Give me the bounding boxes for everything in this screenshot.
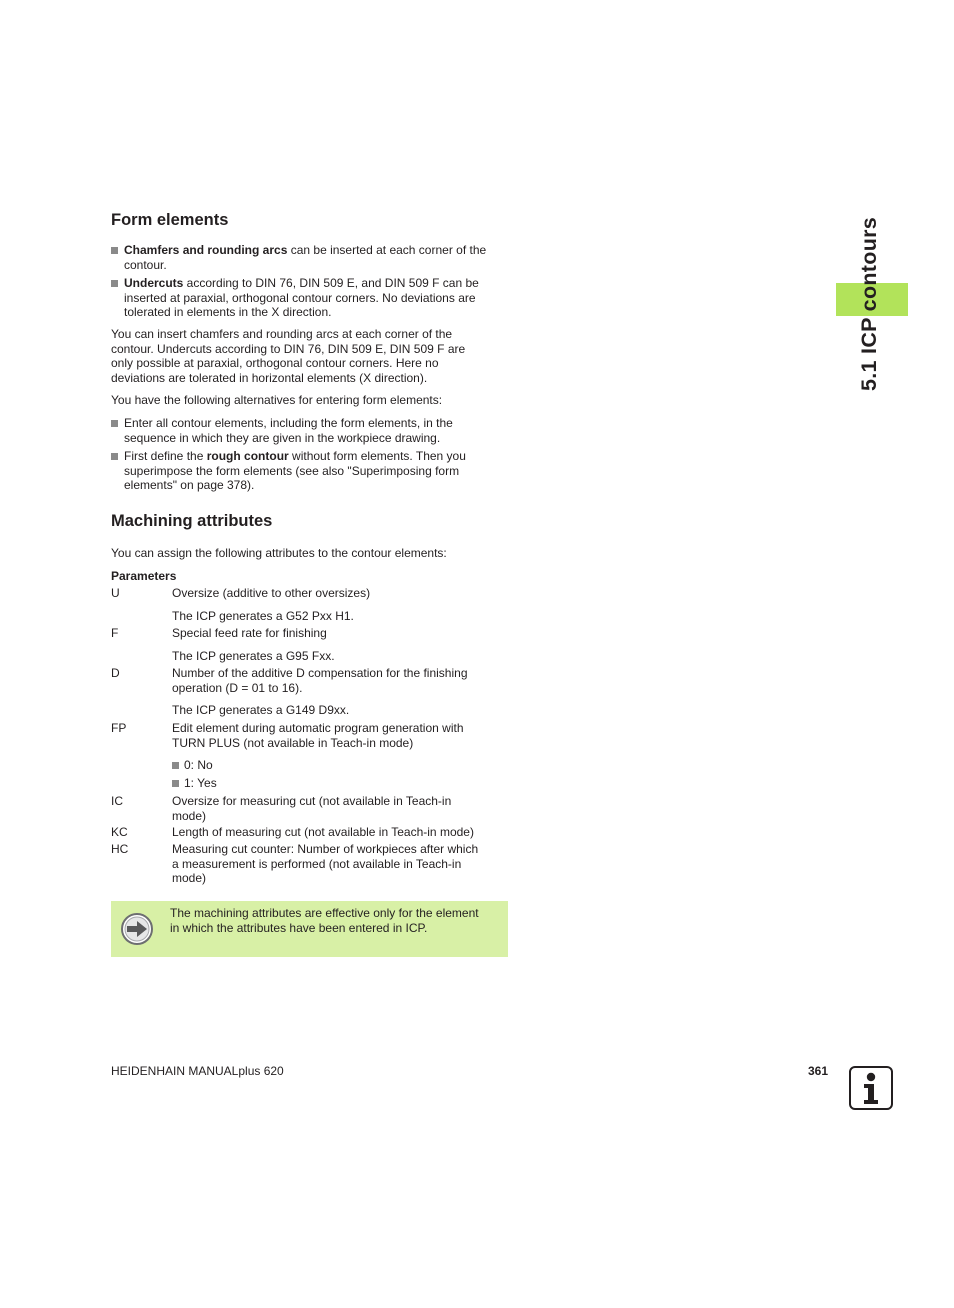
bullet-square-icon (172, 762, 179, 769)
bullet-square-icon (172, 780, 179, 787)
list-item: First define the rough contour without form elements. Then you superimpose the form elements (see also "Superimposing form elements" on page 378). (111, 449, 511, 493)
param-desc-hc: Measuring cut counter: Number of workpieces after which a measurement is performed (not available in Teach-in mode) (172, 842, 479, 885)
paragraph: You have the following alternatives for entering form elements: (111, 393, 443, 407)
list-item: Chamfers and rounding arcs can be inserted at each corner of the contour. (111, 243, 511, 272)
param-code-hc: HC (111, 842, 129, 856)
param-desc-ic: Oversize for measuring cut (not available in Teach-in mode) (172, 794, 452, 823)
param-code-d: D (111, 666, 120, 680)
param-code-fp: FP (111, 721, 127, 735)
note-text: The machining attributes are effective only for the element in which the attributes have been entered in ICP. (170, 906, 479, 935)
param-code-ic: IC (111, 794, 123, 808)
param-gen-f: The ICP generates a G95 Fxx. (172, 649, 335, 663)
param-gen-d: The ICP generates a G149 D9xx. (172, 703, 350, 717)
bullet-square-icon (111, 453, 118, 460)
param-desc-u: Oversize (additive to other oversizes) (172, 586, 371, 600)
list-item: Enter all contour elements, including the form elements, in the sequence in which they are given in the workpiece drawing. (111, 416, 511, 445)
list-item: 0: No (172, 758, 213, 773)
paragraph: You can insert chamfers and rounding arcs at each corner of the contour. Undercuts according to DIN 76, DIN 509 E, DIN 509 F are only possible at paraxial, orthogonal contour corners. Here no deviations are tolerated in horizontal elements (X direction). (111, 327, 466, 385)
param-desc-f: Special feed rate for finishing (172, 626, 327, 640)
machining-attributes-heading: Machining attributes (111, 512, 273, 530)
param-gen-u: The ICP generates a G52 Pxx H1. (172, 609, 354, 623)
bullet-square-icon (111, 247, 118, 254)
info-icon (849, 1066, 893, 1110)
form-elements-heading: Form elements (111, 211, 229, 229)
param-code-kc: KC (111, 825, 128, 839)
arrow-right-icon (121, 913, 153, 945)
bullet-square-icon (111, 280, 118, 287)
parameters-label: Parameters (111, 569, 177, 583)
param-desc-d: Number of the additive D compensation for the finishing operation (D = 01 to 16). (172, 666, 468, 695)
paragraph: You can assign the following attributes to the contour elements: (111, 546, 447, 560)
bullet-square-icon (111, 420, 118, 427)
page-number: 361 (808, 1064, 829, 1078)
param-code-f: F (111, 626, 119, 640)
param-code-u: U (111, 586, 120, 600)
footer-manual-title: HEIDENHAIN MANUALplus 620 (111, 1064, 284, 1078)
param-desc-kc: Length of measuring cut (not available in Teach-in mode) (172, 825, 474, 839)
param-desc-fp: Edit element during automatic program generation with TURN PLUS (not available in Teach-in mode) (172, 721, 464, 750)
note-box (111, 901, 508, 957)
list-item: Undercuts according to DIN 76, DIN 509 E, and DIN 509 F can be inserted at paraxial, orthogonal contour corners. No deviations are tolerated in elements in the X direction. (111, 276, 511, 320)
list-item: 1: Yes (172, 776, 217, 791)
